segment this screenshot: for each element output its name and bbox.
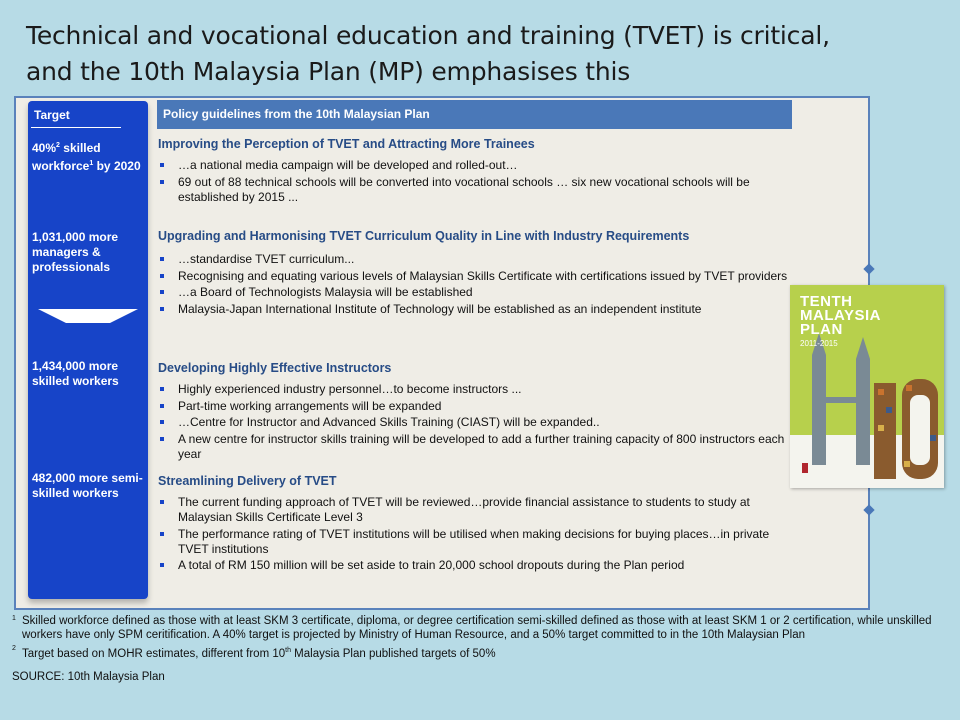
list-item: The current funding approach of TVET will be reviewed…provide financial assistance to students to study at Malaysian Skills Certificate Level 3 bbox=[158, 495, 788, 525]
tenth-malaysia-plan-book-cover bbox=[790, 285, 944, 488]
list-item: 69 out of 88 technical schools will be converted into vocational schools … six new vocational schools will be established by 2015 ... bbox=[158, 175, 788, 205]
target-skilled-workers: 1,434,000 more skilled workers bbox=[32, 359, 119, 388]
chevron-down-icon bbox=[38, 309, 138, 323]
slide-title-line-1: Technical and vocational education and training (TVET) is critical, bbox=[26, 21, 830, 50]
list-item: Part-time working arrangements will be expanded bbox=[158, 399, 788, 414]
policy-header: Policy guidelines from the 10th Malaysian Plan bbox=[157, 100, 792, 129]
slide-title bbox=[26, 18, 936, 90]
list-item: …a national media campaign will be developed and rolled-out… bbox=[158, 158, 788, 173]
footnote-2: 2 Target based on MOHR estimates, different from 10th Malaysia Plan published targets of 50% bbox=[12, 645, 496, 660]
list-item: …a Board of Technologists Malaysia will be established bbox=[158, 285, 788, 300]
section-title-instructors: Developing Highly Effective Instructors bbox=[158, 361, 392, 375]
list-item: …Centre for Instructor and Advanced Skills Training (CIAST) will be expanded.. bbox=[158, 415, 788, 430]
footnotes bbox=[12, 614, 942, 684]
list-item: A new centre for instructor skills training will be developed to add a further training capacity of 800 instructors each year bbox=[158, 432, 788, 462]
target-managers: 1,031,000 more managers & professionals bbox=[32, 230, 119, 274]
target-sidebar bbox=[28, 101, 148, 599]
list-item: The performance rating of TVET institutions will be utilised when making decisions for buying places…in private TVET institutions bbox=[158, 527, 788, 557]
bullets-instructors bbox=[158, 382, 788, 463]
book-title-line-3: PLAN bbox=[800, 321, 843, 338]
section-title-curriculum: Upgrading and Harmonising TVET Curriculum Quality in Line with Industry Requirements bbox=[158, 229, 690, 243]
list-item: …standardise TVET curriculum... bbox=[158, 252, 788, 267]
section-title-delivery: Streamlining Delivery of TVET bbox=[158, 474, 337, 488]
target-semi-skilled: 482,000 more semi-skilled workers bbox=[32, 471, 143, 500]
list-item: A total of RM 150 million will be set aside to train 20,000 school dropouts during the Plan period bbox=[158, 558, 788, 573]
target-divider bbox=[31, 127, 121, 128]
list-item: Highly experienced industry personnel…to become instructors ... bbox=[158, 382, 788, 397]
book-years: 2011-2015 bbox=[800, 339, 838, 348]
section-title-perception: Improving the Perception of TVET and Attracting More Trainees bbox=[158, 137, 535, 151]
list-item: Malaysia-Japan International Institute of Technology will be established as an independent institute bbox=[158, 302, 788, 317]
book-number bbox=[868, 395, 935, 464]
slide-title-line-2: and the 10th Malaysia Plan (MP) emphasises this bbox=[26, 57, 631, 86]
source-note: SOURCE: 10th Malaysia Plan bbox=[12, 670, 165, 683]
bullets-perception bbox=[158, 158, 788, 206]
list-item: Recognising and equating various levels of Malaysian Skills Certificate with certifications issued by TVET providers bbox=[158, 269, 788, 284]
book-title-line-2: MALAYSIA bbox=[800, 307, 881, 324]
bullets-delivery bbox=[158, 495, 788, 575]
book-title-line-1: TENTH bbox=[800, 293, 853, 310]
target-label: Target bbox=[34, 108, 70, 122]
bullets-curriculum bbox=[158, 252, 788, 318]
footnote-1: 1 Skilled workforce defined as those with at least SKM 3 certificate, diploma, or degree certification semi-skilled defined as those with at least SKM 1 or 2 certification, while unskilled workers have only SPM ceritification. A 40% target is projected by Ministry of Human Resource, and a 50% target committed to in the 10th Malaysian Plan bbox=[12, 615, 932, 641]
target-skilled-workforce: 40%$^2$ skilled workforce$^1$ by 2020 bbox=[32, 141, 141, 173]
